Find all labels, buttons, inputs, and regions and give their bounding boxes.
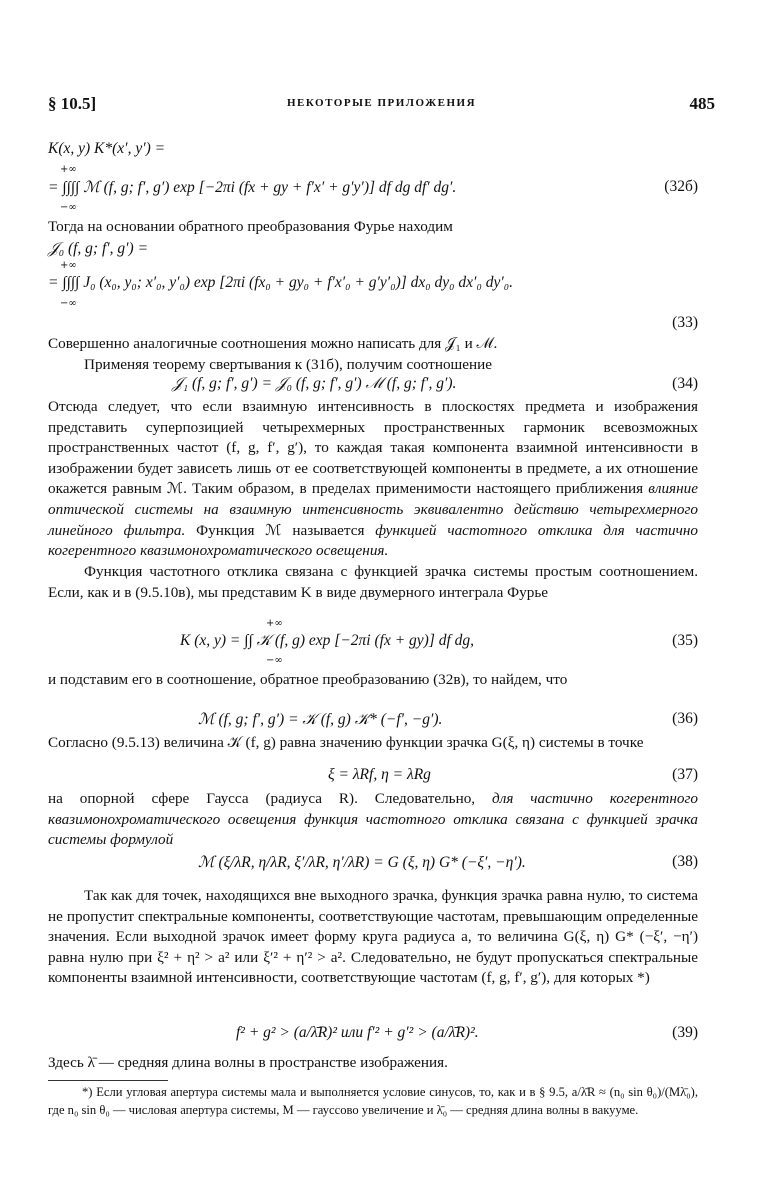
equation-34: 𝒥₁ (f, g; f′, g′) = 𝒥₀ (f, g; f′, g′) ℳ (f, g; f′, g′). (34): [172, 375, 698, 392]
header-title: НЕКОТОРЫЕ ПРИЛОЖЕНИЯ: [286, 97, 477, 109]
page-number: 485: [689, 94, 715, 113]
equation-number: (32б): [664, 178, 698, 195]
equation-33-number-row: [48, 314, 698, 336]
integral-lower-limit: −∞: [60, 298, 77, 309]
equation-number: (37): [672, 766, 698, 783]
integral-upper-limit: +∞: [60, 260, 77, 271]
equation-35: K (x, y) = ∫∫ 𝒦 (f, g) exp [−2πi (fx + gy)] df dg, (35): [180, 632, 698, 649]
equation-33-line2: = ∫∫∫∫ J₀ (x₀, y₀; x′₀, y′₀) exp [2πi (fx₀ + gy₀ + f′x′₀ + g′y′₀)] dx₀ dy₀ dx′₀ dy′₀.: [48, 274, 513, 291]
equation-32b-line1: K(x, y) K*(x′, y′) =: [48, 140, 166, 157]
integral-upper-limit: +∞: [266, 618, 283, 629]
equation-number: (35): [672, 632, 698, 649]
section-number: § 10.5]: [48, 94, 97, 113]
paragraph-conclusion: Отсюда следует, что если взаимную интенсивность в плоскостях предмета и изображения представить суперпозицией четырехмерных пространственных гармоник всевозможных пространственных частот (f, g, f′, g′), то каждая такая компонента взаимной интенсивности в изображении будет зависеть лишь от ее соответствующей компоненты в предмете, а их отношение окажется равным ℳ. Таким образом, в пределах применимости настоящего приближения влияние оптической системы на взаимную интенсивность эквивалентно действию четырехмерного линейного фильтра. Функция ℳ называется функцией частотного отклика для частично когерентного квазимонохроматического освещения.: [48, 398, 699, 560]
equation-number: (39): [672, 1024, 698, 1041]
paragraph-substitute: и подставим его в соотношение, обратное преобразованию (32в), то найдем, что: [48, 671, 568, 688]
equation-39: f² + g² > (a/λ̄R)² или f′² + g′² > (a/λ̄R)². (39): [236, 1024, 698, 1041]
paragraph-pupil-value: Согласно (9.5.13) величина 𝒦 (f, g) равна значению функции зрачка G(ξ, η) системы в точке: [48, 734, 644, 751]
paragraph-pupil-relation: Функция частотного отклика связана с функцией зрачка системы простым соотношением. Если, как и в (9.5.10в), мы представим K в виде двумерного интеграла Фурье: [48, 563, 698, 601]
footnote: *) Если угловая апертура системы мала и выполняется условие синусов, то, как и в § 9.5, a/λ̄R ≈ (n₀ sin θ₀)/(Mλ̄₀), где n₀ sin θ₀ — числовая апертура системы, M — гауссово увеличение и λ̄₀ — средняя длина волны в вакууме.: [48, 1085, 698, 1117]
running-header: [48, 94, 715, 118]
paragraph-cutoff: Так как для точек, находящихся вне выходного зрачка, функция зрачка равна нулю, то система не пропустит спектральные компоненты, соответствующие частотам, превышающим определенные значения. Если выходной зрачок имеет форму круга радиуса a, то величина G(ξ, η) G* (−ξ′, −η′) равна нулю при ξ² + η² > a² или ξ′² + η′² > a². Следовательно, не будут пропускаться спектральные компоненты взаимной интенсивности, соответствующие частотам (f, g, f′, g′), для которых *): [48, 887, 698, 987]
paragraph-wavelength: Здесь λ̄ — средняя длина волны в пространстве изображения.: [48, 1054, 448, 1071]
paragraph-fourier: Тогда на основании обратного преобразования Фурье находим: [48, 218, 453, 235]
paragraph-analogous: Совершенно аналогичные соотношения можно написать для 𝒥₁ и ℳ. Применяя теорему свертывания к (31б), получим соотношение: [48, 335, 498, 373]
equation-37: ξ = λRf, η = λRg (37): [328, 766, 698, 783]
equation-32b-line2: = ∫∫∫∫ ℳ (f, g; f′, g′) exp [−2πi (fx + gy + f′x′ + g′y′)] df dg df′ dg′. (32б): [48, 178, 698, 196]
equation-number: (36): [672, 710, 698, 727]
equation-number: (33): [672, 314, 698, 331]
equation-38: ℳ (ξ/λR, η/λR, ξ′/λR, η′/λR) = G (ξ, η) G* (−ξ′, −η′). (38): [198, 853, 698, 871]
equation-number: (38): [672, 853, 698, 870]
integral-lower-limit: −∞: [60, 202, 77, 213]
equation-number: (34): [672, 375, 698, 392]
integral-upper-limit: +∞: [60, 164, 77, 175]
footnote-divider: [48, 1080, 168, 1081]
equation-33-line1: 𝒥₀ (f, g; f′, g′) =: [48, 240, 149, 257]
paragraph-gauss-sphere: на опорной сфере Гаусса (радиуса R). Следовательно, для частично когерентного квазимонохроматического освещения функция частотного отклика связана с функцией зрачка системы формулой: [48, 790, 698, 849]
integral-lower-limit: −∞: [266, 655, 283, 666]
equation-36: ℳ (f, g; f′, g′) = 𝒦 (f, g) 𝒦* (−f′, −g′). (36): [198, 710, 698, 728]
